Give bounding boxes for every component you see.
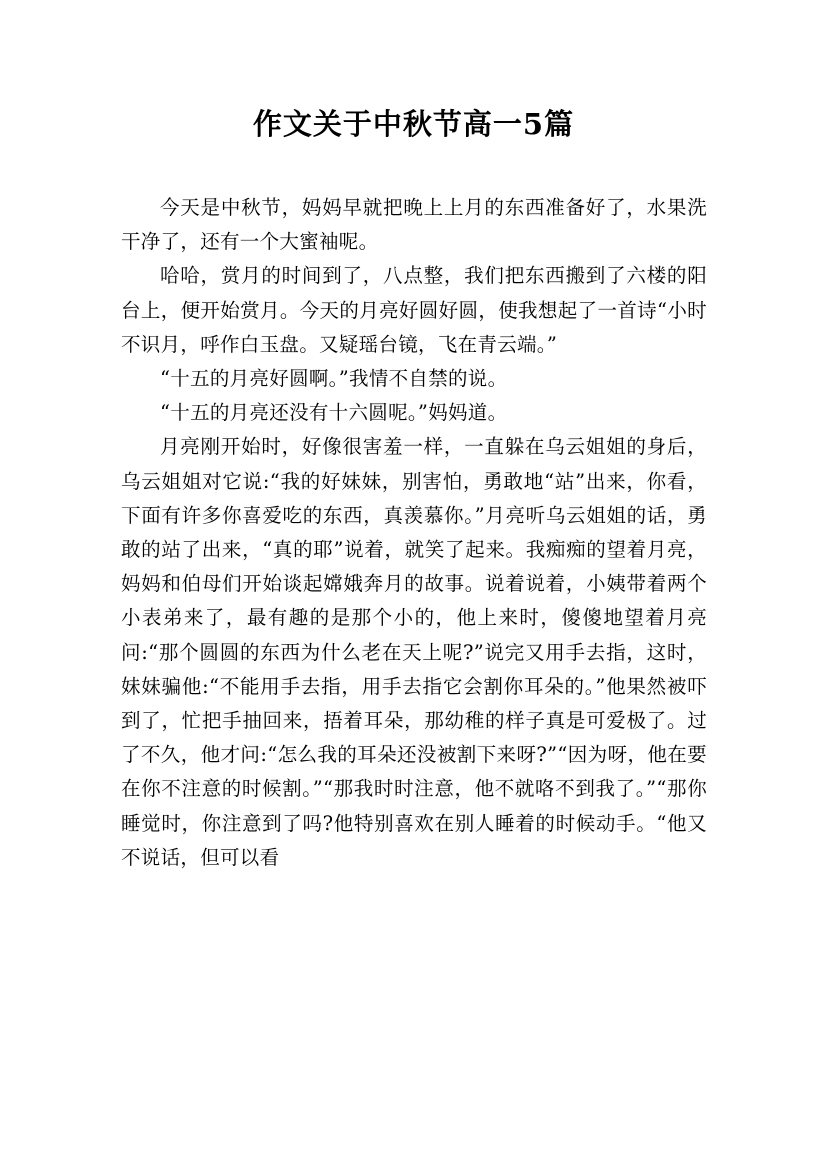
paragraph: 哈哈，赏月的时间到了，八点整，我们把东西搬到了六楼的阳台上，便开始赏月。今天的月亮好圆好圆，使我想起了一首诗“小时不识月，呼作白玉盘。又疑瑶台镜，飞在青云端。” [121,264,707,356]
paragraph: “十五的月亮好圆啊。”我情不自禁的说。 [160,367,508,391]
document-title: 作文关于中秋节高一5篇 [252,107,575,141]
paragraph: “十五的月亮还没有十六圆呢。”妈妈道。 [160,401,508,425]
paragraph: 月亮刚开始时，好像很害羞一样，一直躲在乌云姐姐的身后，乌云姐姐对它说:“我的好妹妹，别害怕，勇敢地“站”出来，你看，下面有许多你喜爱吃的东西，真羡慕你。”月亮听乌云姐姐的话，勇敢的站了出来，“真的耶”说着，就笑了起来。我痴痴的望着月亮，妈妈和伯母们开始谈起嫦娥奔月的故事。说着说着，小姨带着两个小表弟来了，最有趣的是那个小的，他上来时，傻傻地望着月亮问:“那个圆圆的东西为什么老在天上呢?”说完又用手去指，这时，妹妹骗他:“不能用手去指，用手去指它会割你耳朵的。”他果然被吓到了，忙把手抽回来，捂着耳朵，那幼稚的样子真是可爱极了。过了不久，他才问:“怎么我的耳朵还没被割下来呀?”“因为呀，他在要在你不注意的时候割。”“那我时时注意，他不就咯不到我了。”“那你睡觉时，你注意到了吗?他特别喜欢在别人睡着的时候动手。“他又不说话，但可以看 [121,435,707,869]
paragraph: 今天是中秋节，妈妈早就把晚上上月的东西准备好了，水果洗干净了，还有一个大蜜袖呢。 [121,196,707,254]
document-body [121,191,707,875]
